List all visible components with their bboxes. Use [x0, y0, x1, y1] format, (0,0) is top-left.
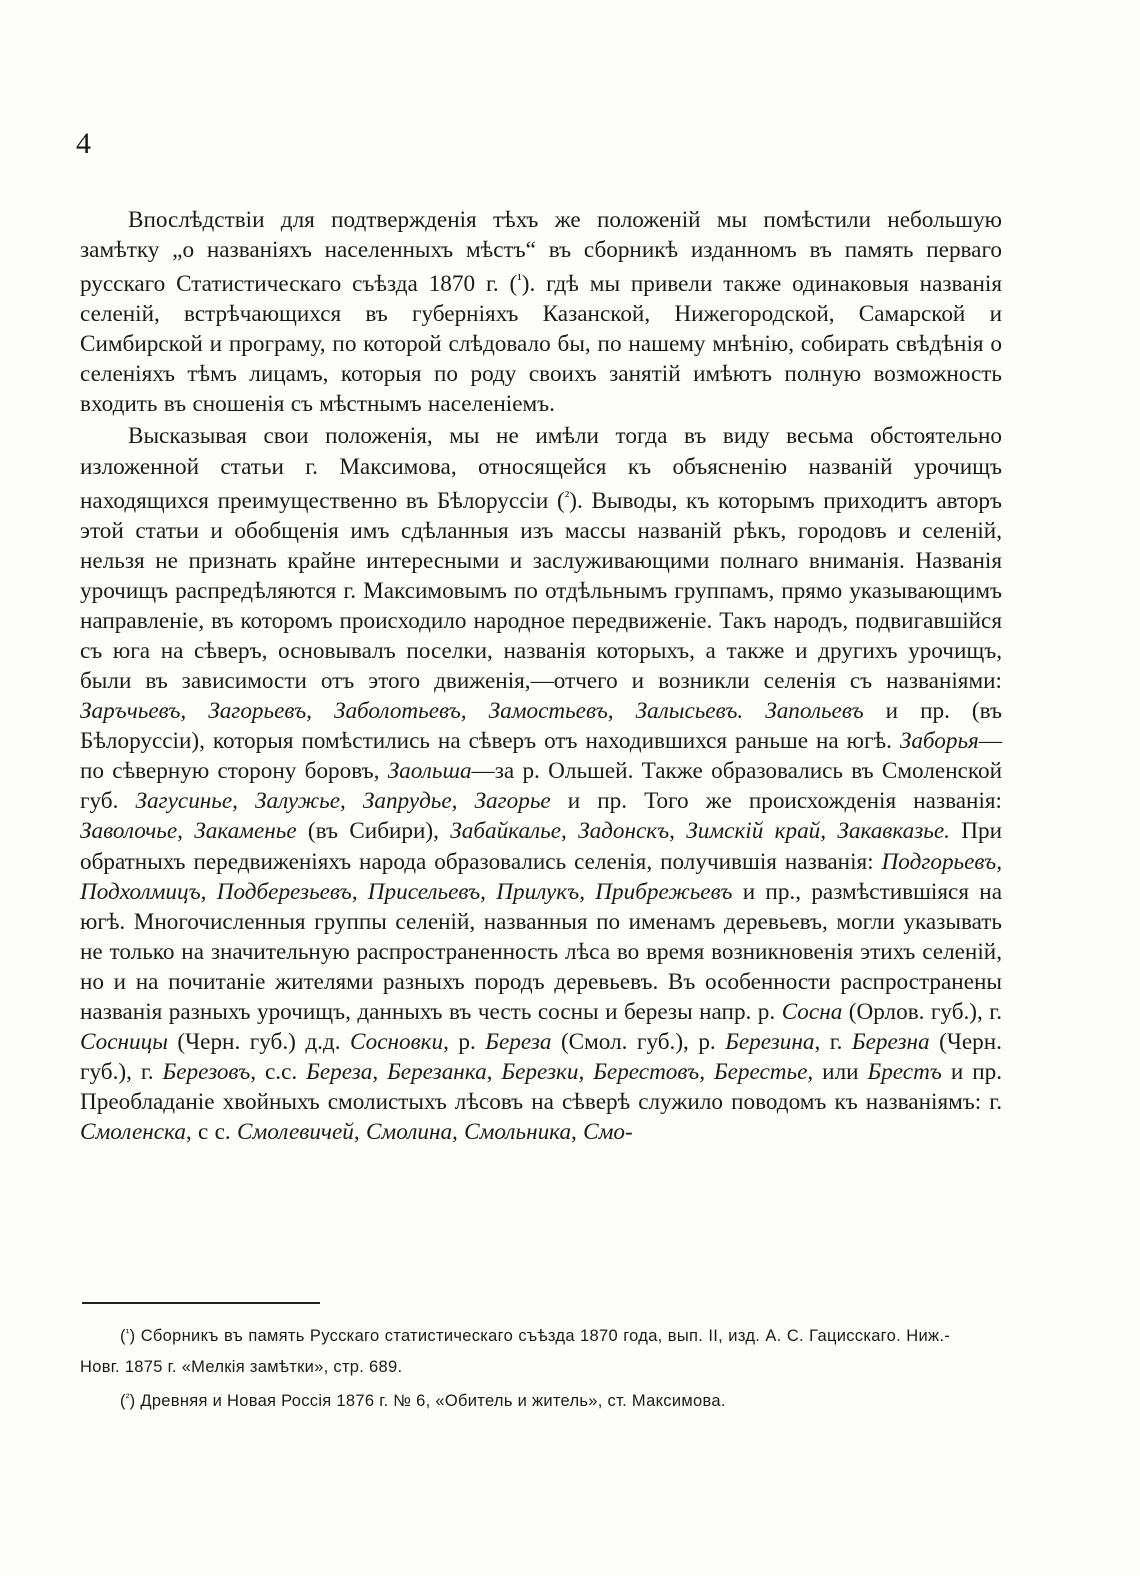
italic-names: Заръчьевъ, Загорьевъ, Заболотьевъ, Замостьевъ, Залысьевъ. Запольевъ [80, 698, 864, 725]
footnote-text: ) Древняя и Новая Россія 1876 г. № 6, «Обитель и житель», ст. Максимова. [129, 1391, 726, 1410]
italic-names: Заволочье, Закаменье [80, 818, 297, 845]
italic-names: Сосницы [80, 1029, 168, 1056]
body-text [80, 205, 1002, 1147]
footnotes [80, 1318, 950, 1417]
italic-names: Брестъ [867, 1059, 942, 1086]
italic-names: Забайкалье, Задонскъ, Зимскій край, Закавказье. [450, 818, 950, 845]
footnote-divider [82, 1302, 320, 1304]
footnote-mark: ² [125, 1391, 130, 1404]
italic-names: Сосновки [350, 1029, 444, 1056]
italic-names: Загусинье, Залужье, Запрудье, Загорье [135, 788, 551, 815]
italic-names: Береза, Березанка, Березки, Берестовъ, Берестье, [306, 1059, 814, 1086]
italic-names: Заборья [899, 728, 979, 755]
footnote-2: ($^{^2}$) Древняя и Новая Россія 1876 г. № 6, «Обитель и житель», ст. Максимова. [120, 1391, 726, 1410]
page-number: 4 [76, 127, 91, 160]
italic-names: Смоленска, [80, 1119, 192, 1146]
paragraph-1: Впослѣдствіи для подтвержденія тѣхъ же положеній мы помѣстили небольшую замѣтку „о названіяхъ населенныхъ мѣстъ“ въ сборникѣ изданномъ въ память перваго русскаго Статистическаго съѣзда 1870 г. ($^{^1}$). гдѣ мы привели также одинаковыя названія селеній, встрѣчающихся въ губерніяхъ Казанской, Нижегородской, Самарской и Симбирской и програму, по которой слѣдовало бы, по нашему мнѣнію, собирать свѣдѣнія о селеніяхъ тѣмъ лицамъ, которыя по роду своихъ занятій имѣютъ полную возможность входить въ сношенія съ мѣстнымъ населеніемъ. [80, 207, 1002, 418]
footnote-mark: ¹ [125, 1327, 130, 1339]
paragraph-2: Высказывая свои положенія, мы не имѣли тогда въ виду весьма обстоятельно изложенной статьи г. Максимова, относящейся къ объясненію названій урочищъ находящихся преимущественно въ Бѣлоруссіи ($^{^2}$). Выводы, къ которымъ приходитъ авторъ этой статьи и обобщенія имъ сдѣланныя изъ массы названій рѣкъ, городовъ и селеній, нельзя не признать крайне интересными и заслуживающими полнаго вниманія. Названія урочищъ распредѣляются г. Максимовымъ по отдѣльнымъ группамъ, прямо указывающимъ направленіе, въ которомъ происходило народное передвиженіе. Такъ народъ, подвигавшійся съ юга на сѣверъ, основывалъ поселки, названія которыхъ, а также и другихъ урочищъ, были въ зависимости отъ этого движенія,—отчего и возникли селенія съ названіями: Заръчьевъ, Загорьевъ, Заболотьевъ, Замостьевъ, Залысьевъ. Запольевъ и пр. (въ Бѣлоруссіи), которыя помѣстились на сѣверъ отъ находившихся раньше на югѣ. Заборья—по сѣверную сторону боровъ, Заольша—за р. Ольшей. Также образовались въ Смоленской губ. Загусинье, Залужье, Запрудье, Загорье и пр. Того же происхожденія названія: Заволочье, Закаменье (въ Сибири), Забайкалье, Задонскъ, Зимскій край, Закавказье. При обратныхъ передвиженіяхъ народа образовались селенія, получившія названія: Подгорьевъ, Подхолмицъ, Подберезьевъ, Присельевъ, Прилукъ, Прибрежьевъ и пр., размѣстившіяся на югѣ. Многочисленныя группы селеній, названныя по именамъ деревьевъ, могли указывать не только на значительную распространенность лѣса во время возникновенія этихъ селеній, но и на почитаніе жителями разныхъ породъ деревьевъ. Въ особенности распространены названія разныхъ урочищъ, данныхъ въ честь сосны и березы напр. р. Сосна (Орлов. губ.), г. Сосницы (Черн. губ.) д.д. Сосновки, р. Береза (Смол. губ.), р. Березина, г. Березна (Черн. губ.), г. Березовъ, с.с. Береза, Березанка, Березки, Берестовъ, Берестье, или Брестъ и пр. Преобладаніе хвойныхъ смолистыхъ лѣсовъ на сѣверѣ служило поводомъ къ названіямъ: г. Смоленска, с с. Смолевичей, Смолина, Смольника, Смо- [80, 423, 1003, 1146]
footnote-1: ($^{^1}$) Сборникъ въ память Русскаго статистическаго съѣзда 1870 года, вып. II, изд. А. С. Гацисскаго. Ниж.-Новг. 1875 г. «Мелкія замѣтки», стр. 689. [80, 1326, 950, 1376]
footnote-ref-2: ² [564, 488, 570, 505]
italic-names: Заольша [387, 758, 472, 785]
italic-names: Смолевичей, Смолина, Смольника, Смо- [237, 1119, 633, 1146]
footnote-ref-1: ¹ [517, 272, 522, 289]
italic-names: Березина [725, 1029, 815, 1056]
footnote-text: ) Сборникъ въ память Русскаго статистическаго съѣзда 1870 года, вып. II, изд. А. С. Гацисскаго. Ниж.-Новг. 1875 г. «Мелкія замѣтки», стр. 689. [80, 1326, 950, 1376]
italic-names: Березовъ [162, 1059, 251, 1086]
italic-names: Подгорьевъ, Подхолмицъ, Подберезьевъ, Присельевъ, Прилукъ, Прибрежьевъ [80, 848, 1002, 905]
italic-names: Сосна [781, 999, 843, 1025]
italic-names: Береза [485, 1029, 552, 1056]
italic-names: Березна [851, 1029, 930, 1056]
